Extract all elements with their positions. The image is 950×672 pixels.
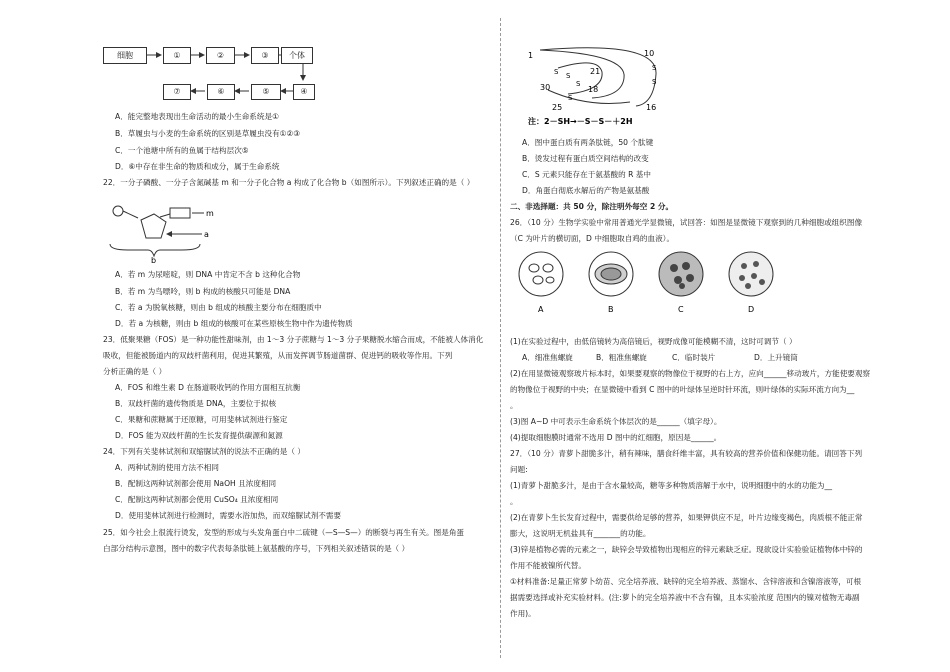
s-3: S: [576, 80, 581, 88]
q27-p3-line-2: 作用不能被镍所代替。: [510, 561, 586, 570]
q27-p2-line-1: (2)在青萝卜生长发育过程中，需要供给足够的营养，如果钾供应不足，叶片边缘变褐色，肉质根不能正常: [510, 513, 863, 522]
pic-b-label: B: [608, 305, 614, 314]
q24-stem: 24．下列有关斐林试剂和双缩脲试剂的说法不正确的是（ ）: [103, 447, 305, 456]
q21-option-d: D．⑥中存在非生命的物质和成分，属于生命系统: [115, 162, 280, 171]
q24-option-d: D．使用斐林试剂进行检测时，需要水浴加热，而双缩脲试剂不需要: [115, 511, 342, 520]
q21-option-c: C．一个池塘中所有的鱼属于结构层次⑤: [115, 146, 249, 155]
q26-p2-line-2: 的物像位于视野的中央；在显微镜中看到 C 图中的叶绿体呈逆时针环流，则叶绿体的实际环流方向为__: [510, 385, 855, 394]
q24-option-b: B．配制这两种试剂都会使用 NaOH 且浓度相同: [115, 479, 277, 488]
s-2: S: [566, 72, 571, 80]
q26-p1-option-d: D．上升镜筒: [754, 353, 798, 362]
q26-p1-option-a: A．细准焦螺旋: [522, 353, 573, 362]
num-1: 1: [528, 51, 534, 60]
q21-option-b: B．草履虫与小麦的生命系统的区别是草履虫没有①②③: [115, 129, 301, 138]
q27-p3-line-4: 据需要选择或补充实验材料。(注:萝卜的完全培养液中不含有镍，且本实验浓度 范围内的镍对植物无毒副: [510, 593, 860, 602]
q27-stem-line-2: 问题:: [510, 465, 528, 474]
flow-box-5: ⑤: [251, 84, 281, 100]
flow-box-individual: 个体: [281, 47, 313, 64]
q23-option-b: B．双歧杆菌的遗传物质是 DNA，主要位于拟核: [115, 399, 277, 408]
q22-option-d: D．若 a 为核糖，则由 b 组成的核酸可在某些原核生物中作为遗传物质: [115, 319, 353, 328]
label-b: b: [151, 256, 157, 264]
label-a: a: [204, 230, 209, 239]
q23-option-d: D．FOS 能为双歧杆菌的生长发育提供碳源和氮源: [115, 431, 283, 440]
q26-stem-line-2: （C 为叶片的横切面，D 中细胞取自鸡的血液）。: [510, 234, 675, 243]
num-16: 16: [646, 103, 657, 112]
q27-p1-line-1: (1)青萝卜甜脆多汁，是由于含水量较高，糖等多种物质溶解于水中，说明细胞中的水的功能为__: [510, 481, 833, 490]
flow-box-2: ②: [206, 47, 235, 64]
q25-stem-line-1: 25．如今社会上很流行烫发，发型的形成与头发角蛋白中二硫键（—S—S—）的断裂与再生有关。图是角蛋: [103, 528, 465, 537]
q25-option-a: A．图中蛋白质有两条肽链，50 个肽键: [522, 138, 654, 147]
flow-box-4: ④: [293, 84, 315, 100]
q24-option-a: A．两种试剂的使用方法不相同: [115, 463, 219, 472]
q24-option-c: C．配制这两种试剂都会使用 CuSO₄ 且浓度相同: [115, 495, 279, 504]
q22-option-a: A．若 m 为尿嘧啶，则 DNA 中肯定不含 b 这种化合物: [115, 270, 301, 279]
q26-p2-line-1: (2)在用显微镜观察玻片标本时，如果要观察的物像位于视野的右上方，应向______移动玻片，方能使要观察: [510, 369, 871, 378]
left-column: [103, 0, 495, 672]
q26-p4: (4)提取细胞膜时通常不选用 D 图中的红细胞，原因是______。: [510, 433, 722, 442]
q23-option-c: C．果糖和蔗糖属于还原糖，可用斐林试剂进行鉴定: [115, 415, 288, 424]
q23-option-a: A．FOS 和维生素 D 在肠道吸收钙的作用方面相互抗衡: [115, 383, 301, 392]
flow-box-cell: 细胞: [103, 47, 147, 64]
num-21: 21: [590, 67, 601, 76]
q23-stem-line-3: 分析正确的是（ ）: [103, 367, 167, 376]
label-m: m: [206, 209, 214, 218]
diagram-note: 注：2－SH→－S－S－＋2H: [528, 117, 633, 126]
pic-d-label: D: [748, 305, 755, 314]
pic-a-label: A: [538, 305, 544, 314]
num-25: 25: [552, 103, 563, 112]
section-2-heading: 二、非选择题：共 50 分，除注明外每空 2 分。: [510, 202, 674, 211]
num-10: 10: [644, 49, 655, 58]
q23-stem-line-1: 23．低聚果糖（FOS）是一种功能性甜味剂，由 1～3 分子蔗糖与 1～3 分子果糖脱水缩合而成，不能被人体消化: [103, 335, 484, 344]
q26-p2-line-3: 。: [510, 401, 518, 410]
q27-stem-line-1: 27．（10 分）青萝卜甜脆多汁，稍有辣味，膳食纤维丰富，具有较高的营养价值和保健功能。请回答下列: [510, 449, 863, 458]
q26-stem-line-1: 26．（10 分）生物学实验中常用普通光学显微镜，试回答：如图是显微镜下观察到的几种细胞或组织图像: [510, 218, 863, 227]
num-18: 18: [588, 85, 599, 94]
q25-option-b: B．烫发过程有蛋白质空间结构的改变: [522, 154, 649, 163]
flow-box-3: ③: [251, 47, 279, 64]
q25-option-d: D．角蛋白彻底水解后的产物是氨基酸: [522, 186, 650, 195]
q22-option-b: B．若 m 为鸟嘌呤，则 b 构成的核酸只可能是 DNA: [115, 287, 291, 296]
q27-p3-line-5: 作用)。: [510, 609, 536, 618]
flow-box-1: ①: [163, 47, 191, 64]
q25-stem-line-2: 白部分结构示意图，图中的数字代表每条肽链上氨基酸的序号，下列相关叙述错误的是（ ）: [103, 544, 410, 553]
q26-p1: (1)在实验过程中，由低倍镜转为高倍镜后，视野成像可能模糊不清，这时可调节（ ）: [510, 337, 797, 346]
q26-p1-option-c: C．临时装片: [672, 353, 716, 362]
flow-box-7: ⑦: [163, 84, 191, 100]
q26-p3: (3)图 A~D 中可表示生命系统个体层次的是______（填字母）。: [510, 417, 722, 426]
s-1: S: [554, 68, 559, 76]
flow-box-6: ⑥: [207, 84, 235, 100]
s-5: S: [652, 64, 657, 72]
keratin-structure-diagram: [528, 44, 748, 128]
q22-option-c: C．若 a 为脱氧核糖，则由 b 组成的核酸主要分布在细胞质中: [115, 303, 322, 312]
q27-p2-line-2: 膨大，这说明无机盐具有_______的功能。: [510, 529, 651, 538]
pic-c-label: C: [678, 305, 684, 314]
q27-p3-line-3: ①材料准备:足量正常萝卜幼苗、完全培养液、缺锌的完全培养液、蒸馏水、含锌溶液和含镍溶液等，可根: [510, 577, 862, 586]
q21-option-a: A．能完整地表现出生命活动的最小生命系统是①: [115, 112, 279, 121]
microscope-images: [516, 250, 776, 322]
s-4: S: [568, 94, 573, 102]
q22-stem: 22．一分子磷酸、一分子含氮碱基 m 和一分子化合物 a 构成了化合物 b（如图所示）。下列叙述正确的是（ ）: [103, 178, 475, 187]
nucleotide-diagram: [108, 196, 228, 264]
q23-stem-line-2: 吸收，但能被肠道内的双歧杆菌利用，促进其繁殖，从而发挥调节肠道菌群、促进钙的吸收等作用。下列: [103, 351, 453, 360]
structure-level-flow-diagram: [103, 44, 323, 104]
right-column: [510, 0, 910, 672]
num-30: 30: [540, 83, 551, 92]
q25-option-c: C．S 元素只能存在于氨基酸的 R 基中: [522, 170, 651, 179]
s-6: S: [652, 78, 657, 86]
q27-p3-line-1: (3)锌是植物必需的元素之一，缺锌会导致植物出现相应的锌元素缺乏症。现欲设计实验验证植物体中锌的: [510, 545, 863, 554]
column-divider: [500, 18, 501, 658]
q27-p1-line-2: 。: [510, 497, 518, 506]
q26-p1-option-b: B．粗准焦螺旋: [596, 353, 647, 362]
